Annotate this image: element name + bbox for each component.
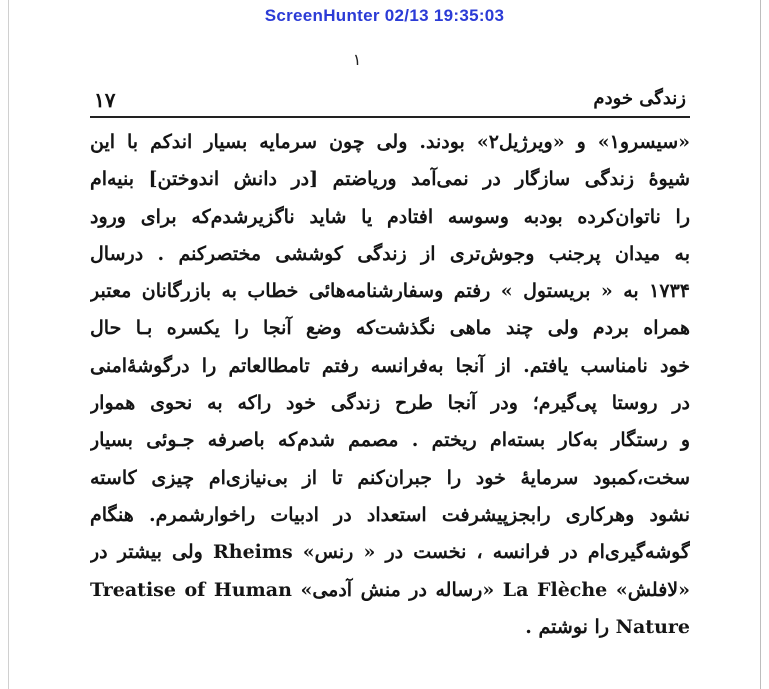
text-line: سخت،کمبود سرمایهٔ خود را جبران‌کنم تا از بی‌نیازی‌ام چیزی کاسته <box>90 466 690 489</box>
page-number: ١٧ <box>94 88 116 112</box>
body-text <box>90 124 690 646</box>
text-line: خود نامناسب یافتم. از آنجا به‌فرانسه رفتم تامطالعاتم را درگوشهٔ‌امنی <box>90 354 690 377</box>
page-top-mark: ١ <box>352 50 362 69</box>
header-rule <box>90 116 690 118</box>
viewer-left-edge <box>8 0 9 689</box>
text-line: در روستا پی‌گیرم؛ ودر آنجا طرح زندگی خود راکه به نحوی هموار <box>90 392 690 415</box>
running-title: زندگی خودم <box>593 88 686 109</box>
text-line: را ناتوان‌کرده بودبه وسوسه افتادم یا شاید ناگزیرشدم‌که برای ورود <box>90 205 690 228</box>
text-line: گوشه‌گیری‌ام در فرانسه ، نخست در « رنس» Rheims ولی بیشتر در <box>90 541 690 564</box>
text-line: شیوهٔ زندگی سازگار در نمی‌آمد وریاضتم [در دانش اندوختن] بنیه‌ام <box>90 168 690 191</box>
text-line: به میدان پرجنب وجوش‌تری از زندگی کوششی مختصرکنم . درسال <box>90 242 690 265</box>
text-line: نشود وهرکاری رابجزپیشرفت استعداد در ادبیات راخوارشمرم. هنگام <box>90 503 690 526</box>
running-head <box>90 88 690 114</box>
screen-capture-label: ScreenHunter 02/13 19:35:03 <box>264 6 505 25</box>
document-page <box>90 36 690 689</box>
text-line: «لافلش» La Flèche «رساله در منش آدمی» Treatise of Human <box>90 578 690 601</box>
viewer-right-edge <box>760 0 761 689</box>
text-line: ۱۷۳۴ به « بریستول » رفتم وسفارشنامه‌هائی خطاب به بازرگانان معتبر <box>90 280 690 303</box>
text-line: «سیسرو۱» و «ویرژیل۲» بودند. ولی چون سرمایه بسیار اندکم با این <box>90 131 690 153</box>
text-line: Nature را نوشتم . <box>525 615 690 638</box>
text-line: و رستگار به‌کار بسته‌ام ریختم . مصمم شدم‌که باصرفه جـوئی بسیار <box>90 429 690 452</box>
text-line: همراه بردم ولی چند ماهی نگذشت‌که وضع آنجا را یکسره بـا حال <box>90 317 690 340</box>
